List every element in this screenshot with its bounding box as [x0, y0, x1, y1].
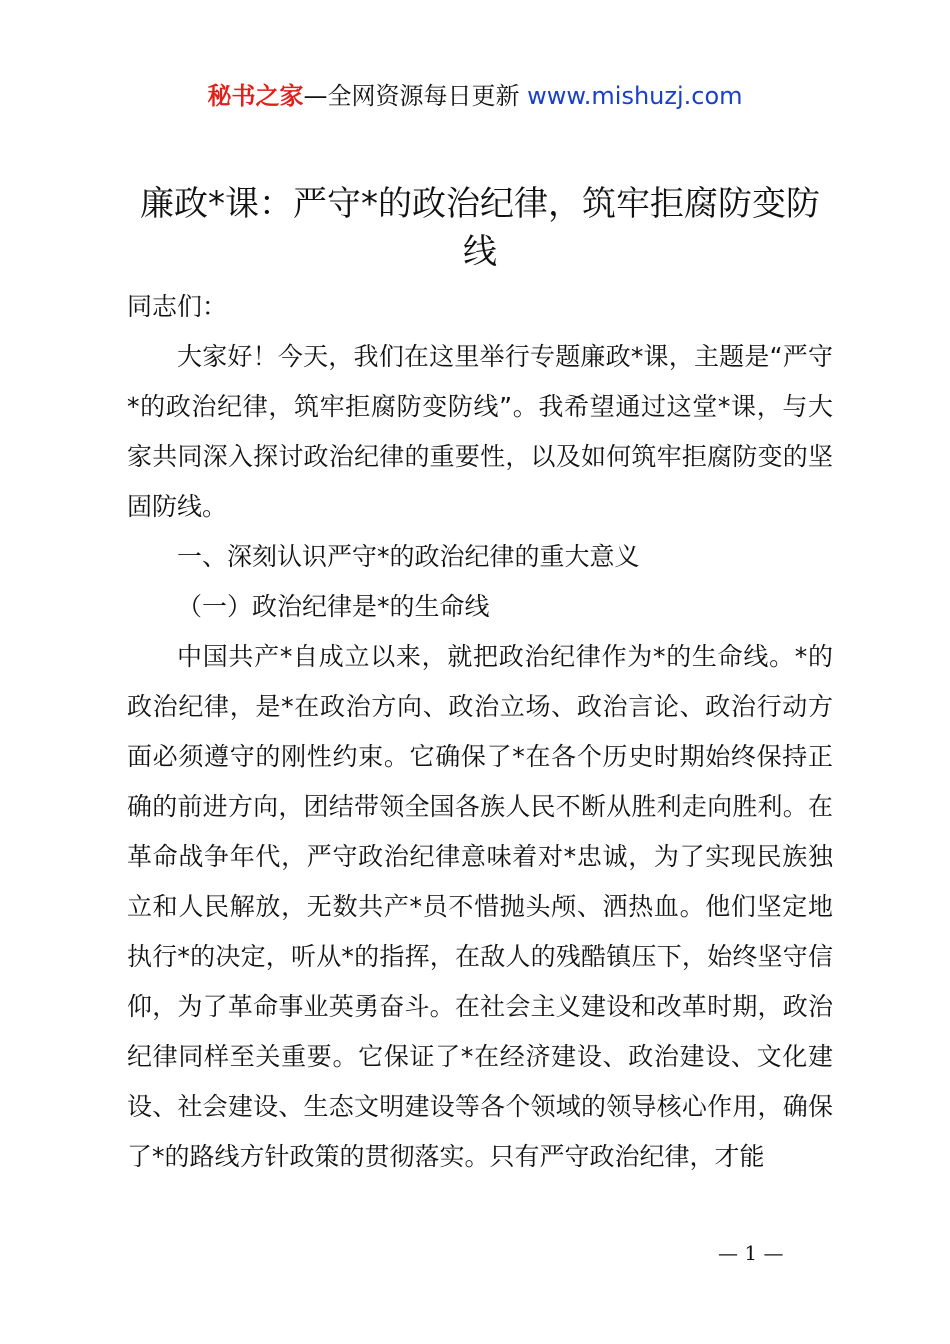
site-slogan: —全网资源每日更新 — [303, 82, 528, 110]
salutation: 同志们： — [127, 292, 228, 321]
document-body — [127, 282, 833, 1182]
brand-name: 秘书之家 — [207, 82, 304, 110]
paragraph-intro: 大家好！今天，我们在这里举行专题廉政*课，主题是“严守*的政治纪律，筑牢拒腐防变防线”。我希望通过这堂*课，与大家共同深入探讨政治纪律的重要性，以及如何筑牢拒腐防变的坚固防线。 — [127, 342, 833, 521]
document-title: 廉政*课：严守*的政治纪律，筑牢拒腐防变防线 — [140, 184, 820, 272]
paragraph-body: 中国共产*自成立以来，就把政治纪律作为*的生命线。*的政治纪律，是*在政治方向、政治立场、政治言论、政治行动方面必须遵守的刚性约束。它确保了*在各个历史时期始终保持正确的前进方向，团结带领全国各族人民不断从胜利走向胜利。在革命战争年代，严守政治纪律意味着对*忠诚，为了实现民族独立和人民解放，无数共产*员不惜抛头颅、洒热血。他们坚定地执行*的决定，听从*的指挥，在敌人的残酷镇压下，始终坚守信仰，为了革命事业英勇奋斗。在社会主义建设和改革时期，政治纪律同样至关重要。它保证了*在经济建设、政治建设、文化建设、社会建设、生态文明建设等各个领域的领导核心作用，确保了*的路线方针政策的贯彻落实。只有严守政治纪律，才能 — [127, 642, 833, 1171]
page-number: — 1 — — [718, 1241, 784, 1265]
site-url[interactable]: www.mishuzj.com — [527, 82, 743, 110]
subsection-heading: （一）政治纪律是*的生命线 — [177, 592, 490, 621]
section-heading: 一、深刻认识严守*的政治纪律的重大意义 — [177, 542, 640, 571]
site-header — [0, 80, 950, 112]
